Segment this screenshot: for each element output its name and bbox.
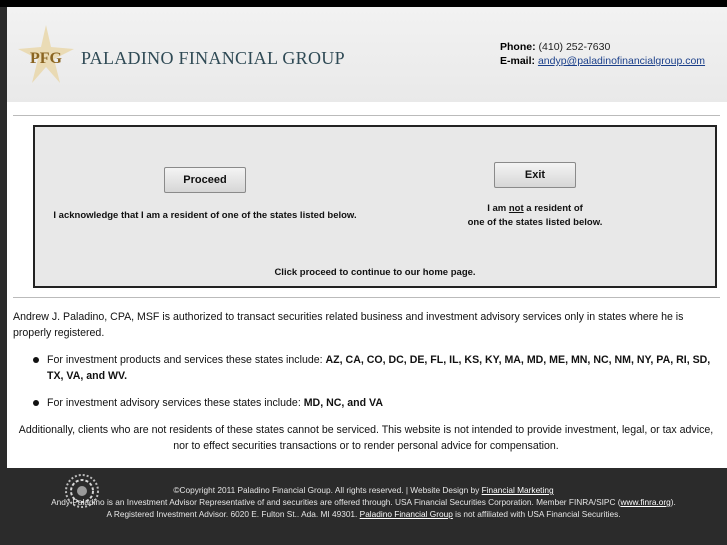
phone-label: Phone: — [500, 41, 536, 53]
paladino-link[interactable]: Paladino Financial Group — [359, 509, 453, 519]
bullet2-prefix: For investment advisory services these states include: — [47, 397, 301, 409]
bullet2-states: MD, NC, and VA — [303, 397, 383, 409]
divider-top — [13, 115, 720, 116]
finra-link[interactable]: www.finra.org — [620, 497, 671, 507]
brand-name[interactable]: PALADINO FINANCIAL GROUP — [81, 48, 345, 68]
additional-disclaimer: Additionally, clients who are not residents of these states cannot be serviced. This website is not intended to provide investment, legal, or tax advice, nor to effect securities transactions or to render personal advice for compensation. — [18, 424, 714, 452]
email-link[interactable]: andyp@paladinofinancialgroup.com — [537, 55, 706, 67]
bullet-advisory-services — [47, 395, 711, 411]
logo-text: PFG — [30, 50, 62, 67]
bullet-investment-products — [47, 352, 711, 384]
phone-value: (410) 252-7630 — [538, 41, 611, 53]
exit-text-pre: I am — [487, 203, 509, 214]
footer-line3-text: A Registered Investment Advisor. 6020 E. Fulton St.. Ada. MI 49301. — [106, 509, 360, 519]
registration-disclosure: Andrew J. Paladino, CPA, MSF is authorized to transact securities related business and investment advisory services only in states where he is properly registered. — [13, 311, 684, 339]
financial-marketing-link[interactable]: Financial Marketing — [481, 485, 554, 495]
proceed-acknowledgement: I acknowledge that I am a resident of one of the states listed below. — [53, 210, 357, 221]
bullet1-prefix: For investment products and services these states include: — [47, 354, 323, 366]
exit-text-line2: one of the states listed below. — [467, 217, 603, 228]
footer-line2-text: Andy Paladino is an Investment Advisor Representative of and securities are offered through. USA Financial Securities Corporation. Member FINRA/SIPC ( — [51, 497, 621, 507]
bullet1-states: AZ, CA, CO, DC, DE, FL, IL, KS, KY, MA, MD, ME, MN, NC, NM, NY, PA, RI, SD, TX, VA, and WV. — [47, 354, 711, 382]
footer-line1-text: ©Copyright 2011 Paladino Financial Group. All rights reserved. | Website Design by — [173, 485, 482, 495]
footer-advisor-disclosure — [0, 496, 727, 508]
exit-text-post: a resident of — [523, 203, 583, 214]
proceed-instruction: Click proceed to continue to our home page. — [274, 267, 476, 278]
bullet-dot — [33, 357, 39, 363]
site-header — [7, 7, 727, 102]
residency-gate — [33, 125, 717, 288]
footer-address — [0, 508, 727, 520]
top-border — [0, 0, 727, 7]
divider-bottom — [13, 297, 720, 298]
exit-button[interactable]: Exit — [494, 162, 576, 188]
proceed-button[interactable]: Proceed — [164, 167, 246, 193]
bullet-dot — [33, 400, 39, 406]
contact-block — [500, 40, 705, 68]
email-label: E-mail: — [500, 55, 536, 67]
footer-line2-end: ). — [670, 497, 676, 507]
exit-text-not: not — [508, 203, 524, 214]
footer-line3-end: is not affiliated with USA Financial Securities. — [452, 509, 621, 519]
footer-copyright — [0, 484, 727, 496]
exit-acknowledgement — [435, 202, 635, 230]
pfg-logo[interactable] — [16, 25, 76, 85]
page-content — [7, 7, 727, 468]
